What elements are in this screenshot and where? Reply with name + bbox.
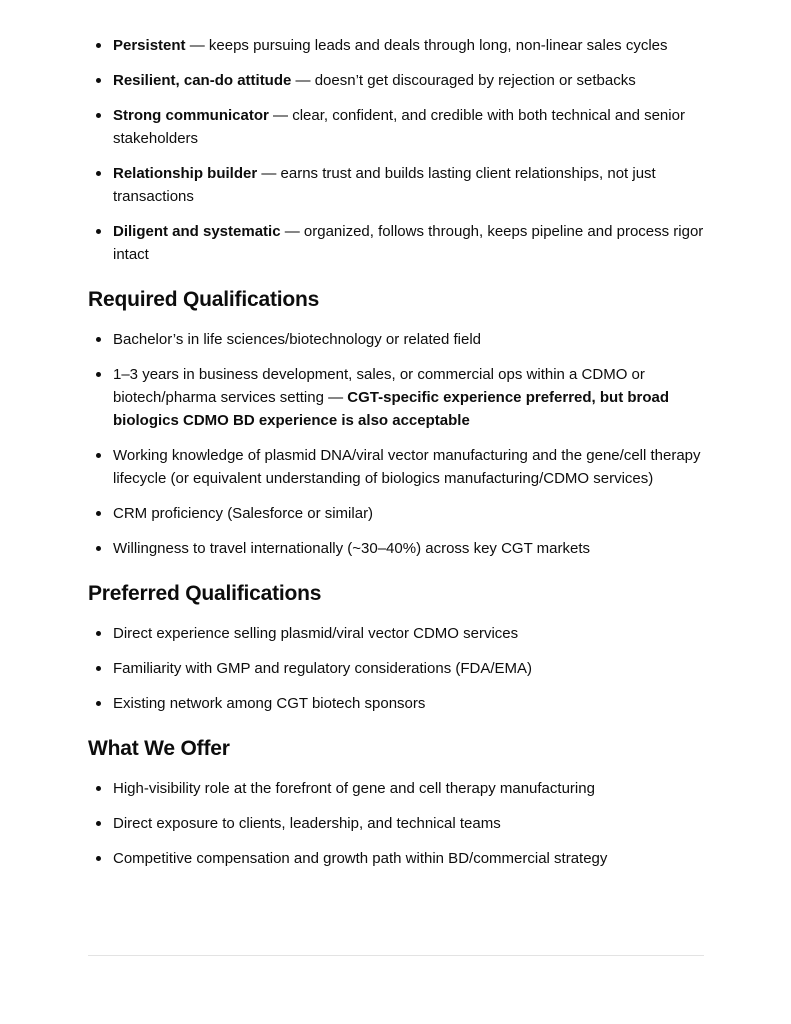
list-item	[88, 220, 704, 266]
list-item	[88, 69, 704, 92]
section-heading: Preferred Qualifications	[88, 582, 322, 605]
item-text: High-visibility role at the forefront of gene and cell therapy manufacturing	[113, 780, 595, 797]
trait-title: Strong communicator	[113, 107, 269, 124]
list-item	[88, 444, 704, 490]
list-item	[88, 162, 704, 208]
trait-title: Diligent and systematic	[113, 223, 281, 240]
what-we-offer-list	[88, 777, 704, 870]
list-item	[88, 328, 704, 351]
list-item	[88, 657, 704, 680]
trait-description: — earns trust and builds lasting client relationships, not just transactions	[113, 165, 656, 205]
trait-description: — clear, confident, and credible with both technical and senior stakeholders	[113, 107, 685, 147]
list-item	[88, 104, 704, 150]
list-item	[88, 847, 704, 870]
trait-title: Relationship builder	[113, 165, 258, 182]
item-text: CRM proficiency (Salesforce or similar)	[113, 505, 374, 522]
item-text: Existing network among CGT biotech sponsors	[113, 695, 426, 712]
list-item	[88, 34, 704, 57]
required-qualifications-section	[88, 286, 704, 560]
item-text: Direct exposure to clients, leadership, and technical teams	[113, 815, 501, 832]
trait-description: — doesn’t get discouraged by rejection or setbacks	[291, 72, 636, 89]
item-text: Direct experience selling plasmid/viral vector CDMO services	[113, 625, 519, 642]
list-item	[88, 363, 704, 432]
horizontal-divider	[88, 955, 704, 956]
trait-description: — organized, follows through, keeps pipeline and process rigor intact	[113, 223, 704, 263]
item-emphasis: CGT-specific experience preferred, but broad biologics CDMO BD experience is also acceptable	[113, 389, 670, 429]
section-heading: What We Offer	[88, 737, 230, 760]
item-text: Competitive compensation and growth path within BD/commercial strategy	[113, 850, 608, 867]
item-text: Working knowledge of plasmid DNA/viral vector manufacturing and the gene/cell therapy lifecycle (or equivalent understanding of biologics manufacturing/CDMO services)	[113, 447, 701, 487]
list-item	[88, 622, 704, 645]
trait-title: Resilient, can-do attitude	[113, 72, 292, 89]
required-qualifications-list	[88, 328, 704, 560]
item-text: Bachelor’s in life sciences/biotechnology or related field	[113, 331, 481, 348]
item-text: 1–3 years in business development, sales, or commercial ops within a CDMO or biotech/pharma services setting —	[113, 366, 645, 406]
preferred-qualifications-section	[88, 580, 704, 715]
list-item	[88, 777, 704, 800]
list-item	[88, 537, 704, 560]
trait-description: — keeps pursuing leads and deals through long, non-linear sales cycles	[185, 37, 668, 54]
list-item	[88, 502, 704, 525]
what-we-offer-section	[88, 735, 704, 870]
preferred-qualifications-list	[88, 622, 704, 715]
item-text: Familiarity with GMP and regulatory considerations (FDA/EMA)	[113, 660, 533, 677]
traits-list	[88, 34, 704, 266]
item-text: Willingness to travel internationally (~30–40%) across key CGT markets	[113, 540, 590, 557]
document-body	[88, 34, 704, 882]
list-item	[88, 692, 704, 715]
trait-title: Persistent	[113, 37, 186, 54]
list-item	[88, 812, 704, 835]
section-heading: Required Qualifications	[88, 288, 320, 311]
